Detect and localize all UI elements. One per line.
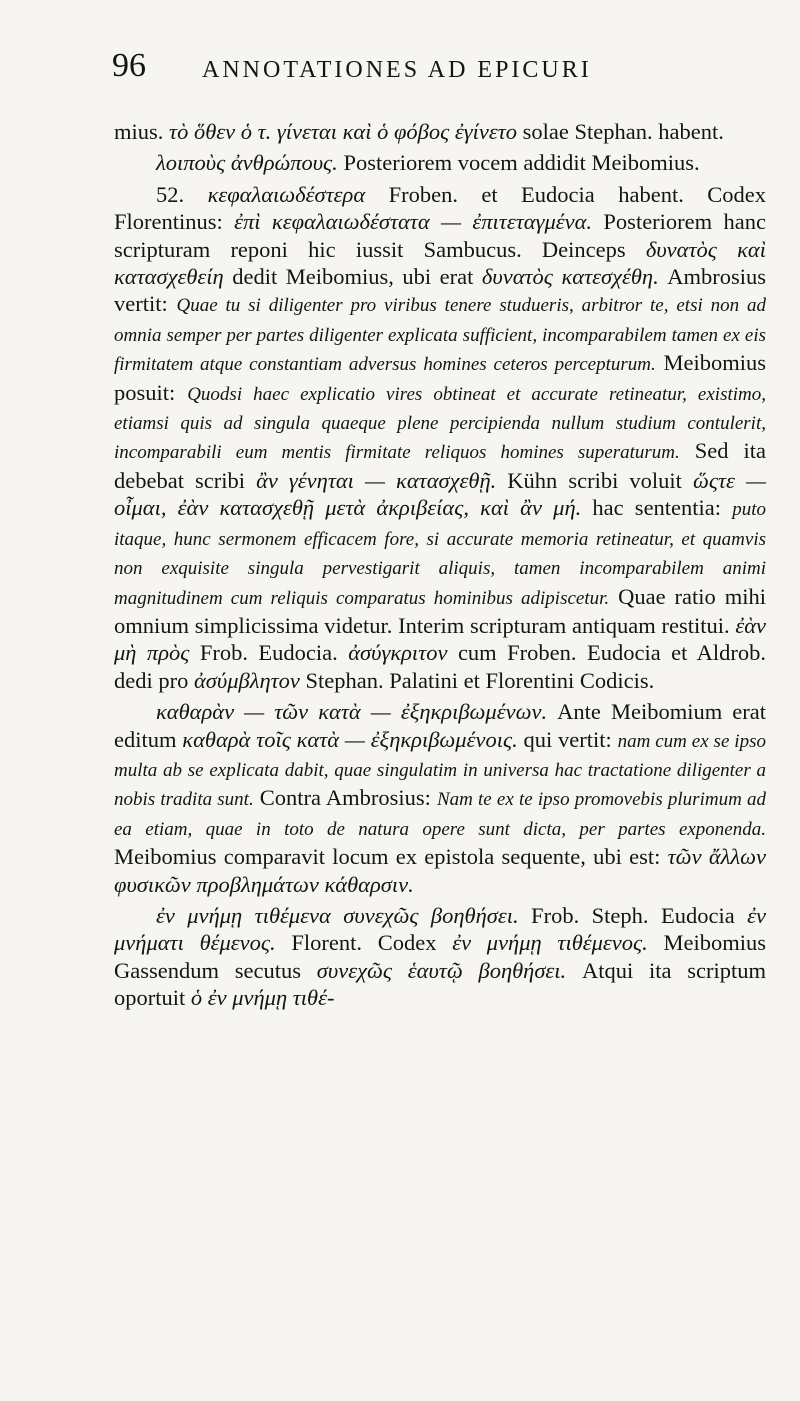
commentary-text: Contra Ambrosius: xyxy=(253,785,437,811)
page-header xyxy=(112,40,792,100)
greek-text: καθαρὰν — τῶν κατὰ — ἐξηκριβωμένων. xyxy=(156,699,548,725)
commentary-text: Ambrosius vertit: xyxy=(114,264,766,317)
greek-text: δυνατὸς κατεσχέθη. xyxy=(481,264,659,290)
greek-text: ὥςτε — οἶμαι, ἐὰν κατασχεθῇ μετὰ ἀκριβείας, καὶ ἂν μή. xyxy=(114,467,766,521)
commentary-text: Ante Meibomium erat editum xyxy=(114,699,767,752)
commentary-text: Posteriorem vocem addidit Meibomius. xyxy=(337,150,700,176)
annotation-paragraph xyxy=(114,698,766,898)
greek-text: ἀσύγκριτον xyxy=(348,640,448,666)
commentary-text: Kühn scribi voluit xyxy=(496,467,693,493)
greek-text: ἐὰν μὴ πρὸς xyxy=(114,612,766,666)
commentary-text: Florent. Codex xyxy=(275,930,453,956)
greek-text: ὁ ἐν μνήμῃ τιθέ- xyxy=(190,985,335,1011)
commentary-text: mius. xyxy=(114,119,170,144)
latin-translation: Quodsi haec explicatio vires obtineat et accurate retineatur, existimo, etiamsi quis ad singula quaeque plene percipienda nullum studium contulerit, incomparabili eum mentis firmitate reliquos homines superaturum. xyxy=(114,383,767,464)
latin-translation: nam cum ex se ipso multa ab se explicata dabit, quae singulatim in universa hac tractatione diligenter a nobis tradita sunt. xyxy=(114,730,766,811)
commentary-text: 52. xyxy=(156,181,208,207)
commentary-text: qui vertit: xyxy=(517,726,618,752)
greek-text: λοιποὺς ἀνθρώπους. xyxy=(156,150,338,176)
annotation-paragraph xyxy=(114,902,766,1012)
greek-text: καθαρὰ τοῖς κατὰ — ἐξηκριβωμένοις. xyxy=(182,726,518,752)
annotation-body xyxy=(114,118,766,1012)
greek-text: ἂν γένηται — κατασχεθῇ. xyxy=(256,467,497,493)
greek-text: κεφαλαιωδέστερα xyxy=(207,181,366,207)
commentary-text: Sed ita debebat scribi xyxy=(114,438,766,493)
greek-text: ἀσύμβλητον xyxy=(193,667,300,693)
commentary-text: dedit Meibomius, ubi erat xyxy=(223,264,482,290)
commentary-text: Meibomius Gassendum secutus xyxy=(114,930,767,983)
greek-text: ἐν μνήμῃ τιθέμενα συνεχῶς βοηθήσει. xyxy=(156,902,519,928)
annotation-paragraph xyxy=(114,149,766,176)
commentary-text: Meibomius posuit: xyxy=(114,350,766,405)
latin-translation: Nam te ex te ipso promovebis plurimum ad ea etiam, quae in toto de natura opere sunt dicta, per partes exponenda. xyxy=(114,789,766,840)
commentary-text: Atqui ita scriptum oportuit xyxy=(114,957,766,1011)
greek-text: ἐπὶ κεφαλαιωδέστατα — ἐπιτεταγμένα. xyxy=(234,209,593,235)
latin-translation: puto itaque, hunc sermonem efficacem fore, si accurate memoria retineatur, et quamvis non exquisite singula pervestigarit aliquis, tamen incomparabilem animi magnitudinem cum reliquis comparatus hominibus adipiscetur. xyxy=(114,499,766,609)
annotation-paragraph xyxy=(114,181,766,694)
greek-text: τῶν ἄλλων φυσικῶν προβλημάτων κάθαρσιν. xyxy=(114,844,766,897)
commentary-text: Frob. Eudocia. xyxy=(189,640,349,666)
greek-text: τὸ ὅθεν ὁ τ. γίνεται καὶ ὁ φόβος ἐγίνετο xyxy=(169,119,518,144)
running-head: ANNOTATIONES AD EPICURI xyxy=(202,57,592,83)
page-number: 96 xyxy=(112,47,146,84)
greek-text: ἐν μνήμῃ τιθέμενος. xyxy=(452,930,648,956)
commentary-text: cum Froben. Eudocia et Aldrob. dedi pro xyxy=(114,640,766,693)
commentary-text: Stephan. Palatini et Florentini Codicis. xyxy=(299,667,655,693)
greek-text: δυνατὸς καὶ κατασχεθείη xyxy=(114,236,766,290)
commentary-text: Frob. Steph. Eudocia xyxy=(518,902,748,928)
commentary-text: Froben. et Eudocia habent. Codex Florentinus: xyxy=(114,181,766,235)
annotation-paragraph xyxy=(114,118,766,145)
commentary-text: hac sententia: xyxy=(581,495,733,521)
greek-text: συνεχῶς ἑαυτῷ βοηθήσει. xyxy=(316,957,567,983)
greek-text: ἐν μνήματι θέμενος. xyxy=(114,902,766,956)
commentary-text: Quae ratio mihi omnium simplicissima videtur. Interim scripturam antiquam restitui. xyxy=(114,583,767,638)
commentary-text: solae Stephan. habent. xyxy=(517,119,724,144)
commentary-text: Meibomius comparavit locum ex epistola sequente, ubi est: xyxy=(114,844,668,870)
latin-translation: Quae tu si diligenter pro viribus tenere studueris, arbitror te, etsi non ad omnia semper per partes diligenter explicata sufficient, incomparabilem tamen ex eis firmitatem atque constantiam adversus homines ceteros percepturum. xyxy=(114,295,766,376)
commentary-text: Posteriorem hanc scripturam reponi hic iussit Sambucus. Deinceps xyxy=(114,209,766,262)
